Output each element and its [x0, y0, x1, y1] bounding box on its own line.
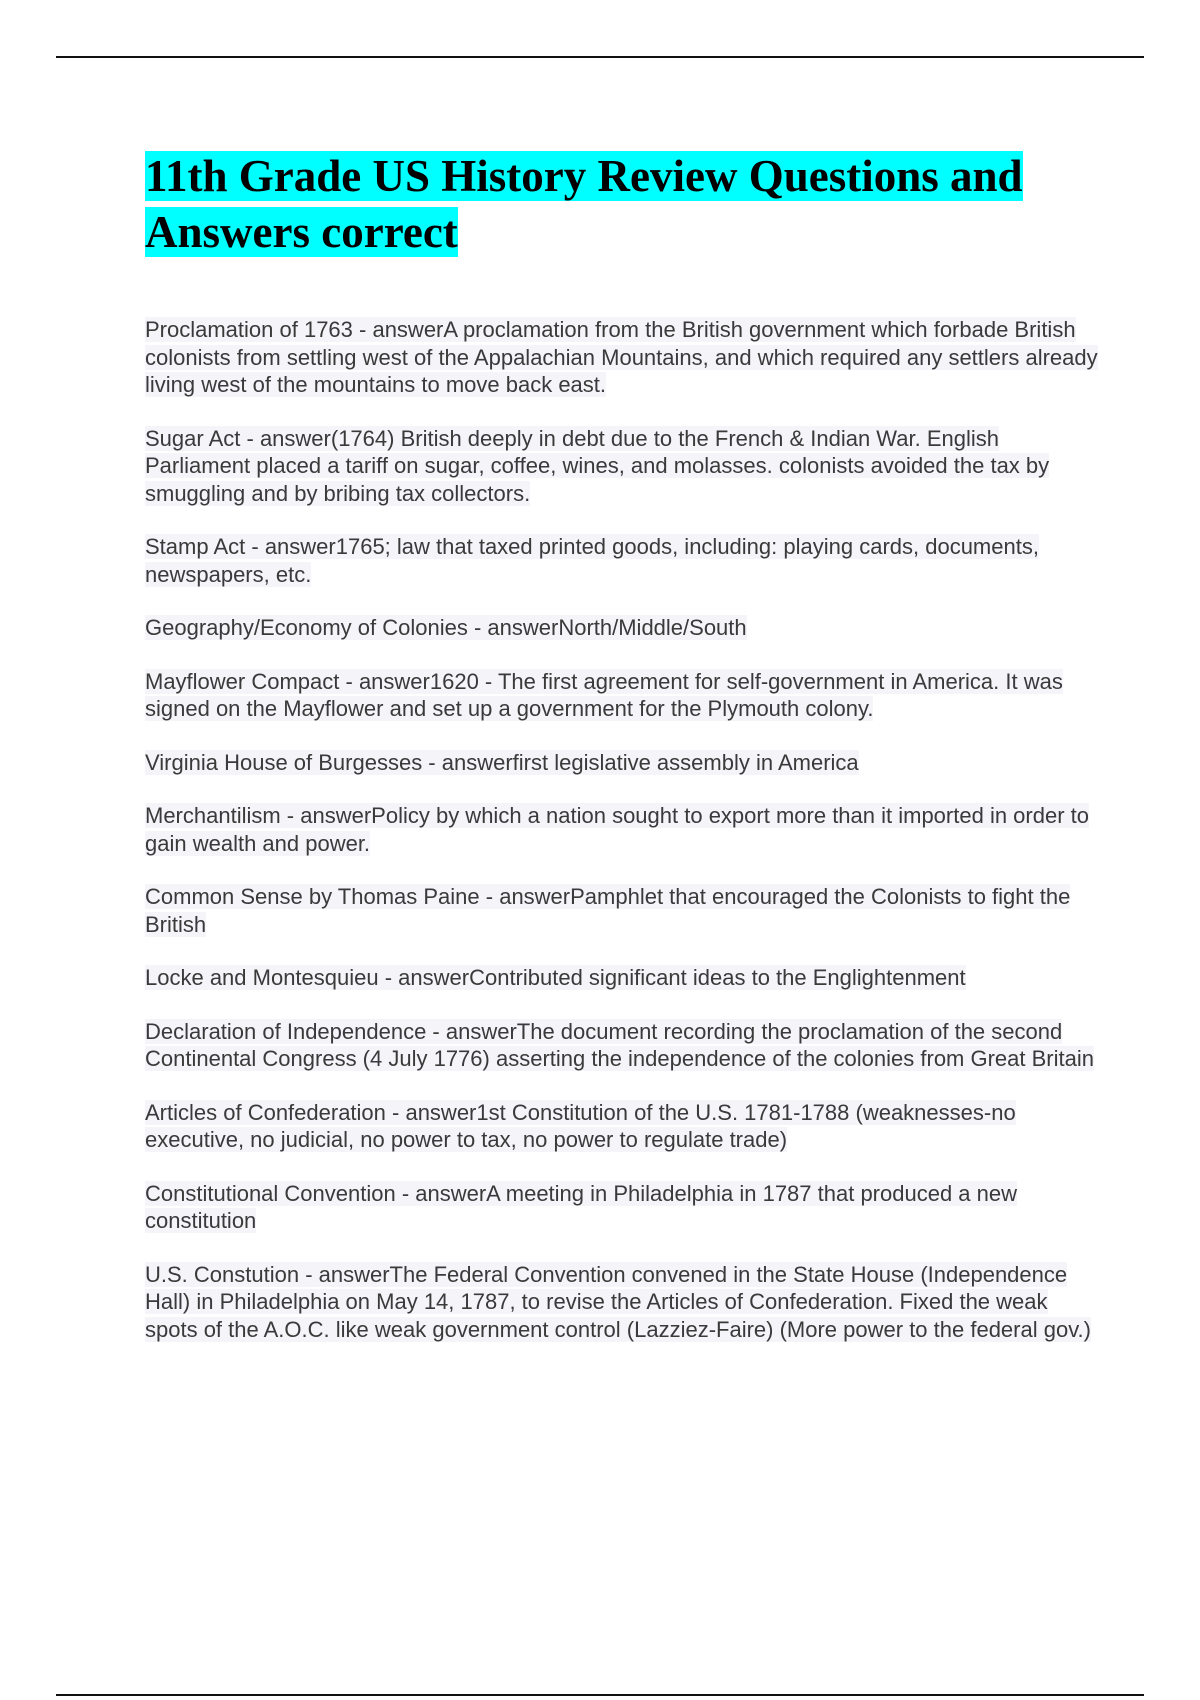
document-title [145, 148, 1105, 260]
qa-entry-us-constitution [145, 1261, 1105, 1344]
qa-entry-mayflower-compact [145, 668, 1105, 723]
qa-entry-declaration-of-independence [145, 1018, 1105, 1073]
qa-entry-text: Constitutional Convention - answerA meeting in Philadelphia in 1787 that produced a new constitution [145, 1180, 1018, 1233]
qa-entry-stamp-act [145, 533, 1105, 588]
qa-entry-common-sense [145, 883, 1105, 938]
qa-entry-proclamation-1763 [145, 316, 1105, 399]
top-rule [56, 56, 1144, 58]
qa-entry-text: Mayflower Compact - answer1620 - The first agreement for self-government in America. It was signed on the Mayflower and set up a government for the Plymouth colony. [145, 668, 1063, 721]
title-text: 11th Grade US History Review Questions and Answers correct [145, 151, 1023, 257]
qa-entry-sugar-act [145, 425, 1105, 508]
qa-entry-text: Locke and Montesquieu - answerContributed significant ideas to the Englightenment [145, 965, 966, 990]
qa-entry-house-of-burgesses [145, 749, 1105, 777]
qa-entry-text: Stamp Act - answer1765; law that taxed printed goods, including: playing cards, documents, newspapers, etc. [145, 534, 1039, 587]
qa-entry-text: Sugar Act - answer(1764) British deeply in debt due to the French & Indian War. English Parliament placed a tariff on sugar, coffee, wines, and molasses. colonists avoided the tax by smuggling and by bribing tax collectors. [145, 425, 1050, 506]
qa-entry-text: Geography/Economy of Colonies - answerNorth/Middle/South [145, 615, 747, 640]
document-body [145, 148, 1105, 1369]
qa-entry-merchantilism [145, 802, 1105, 857]
qa-entry-text: Proclamation of 1763 - answerA proclamation from the British government which forbade British colonists from settling west of the Appalachian Mountains, and which required any settlers already living west of the mountains to move back east. [145, 317, 1098, 397]
qa-entry-locke-montesquieu [145, 964, 1105, 992]
qa-entry-text: U.S. Constution - answerThe Federal Convention convened in the State House (Independence Hall) in Philadelphia on May 14, 1787, to revise the Articles of Confederation. Fixed the weak spots of the A.O.C. like weak government control (Lazziez-Faire) (More power to the federal gov.) [145, 1261, 1091, 1342]
bottom-rule [56, 1694, 1144, 1696]
qa-entry-articles-of-confederation [145, 1099, 1105, 1154]
qa-entry-constitutional-convention [145, 1180, 1105, 1235]
qa-entry-text: Articles of Confederation - answer1st Constitution of the U.S. 1781-1788 (weaknesses-no executive, no judicial, no power to tax, no power to regulate trade) [145, 1099, 1016, 1152]
qa-entry-geography-economy [145, 614, 1105, 642]
qa-entry-text: Declaration of Independence - answerThe document recording the proclamation of the second Continental Congress (4 July 1776) asserting the independence of the colonies from Great Britain [145, 1018, 1094, 1071]
qa-entry-text: Common Sense by Thomas Paine - answerPamphlet that encouraged the Colonists to fight the British [145, 884, 1071, 937]
qa-entry-text: Merchantilism - answerPolicy by which a nation sought to export more than it imported in order to gain wealth and power. [145, 803, 1089, 856]
qa-entry-text: Virginia House of Burgesses - answerfirst legislative assembly in America [145, 749, 859, 775]
